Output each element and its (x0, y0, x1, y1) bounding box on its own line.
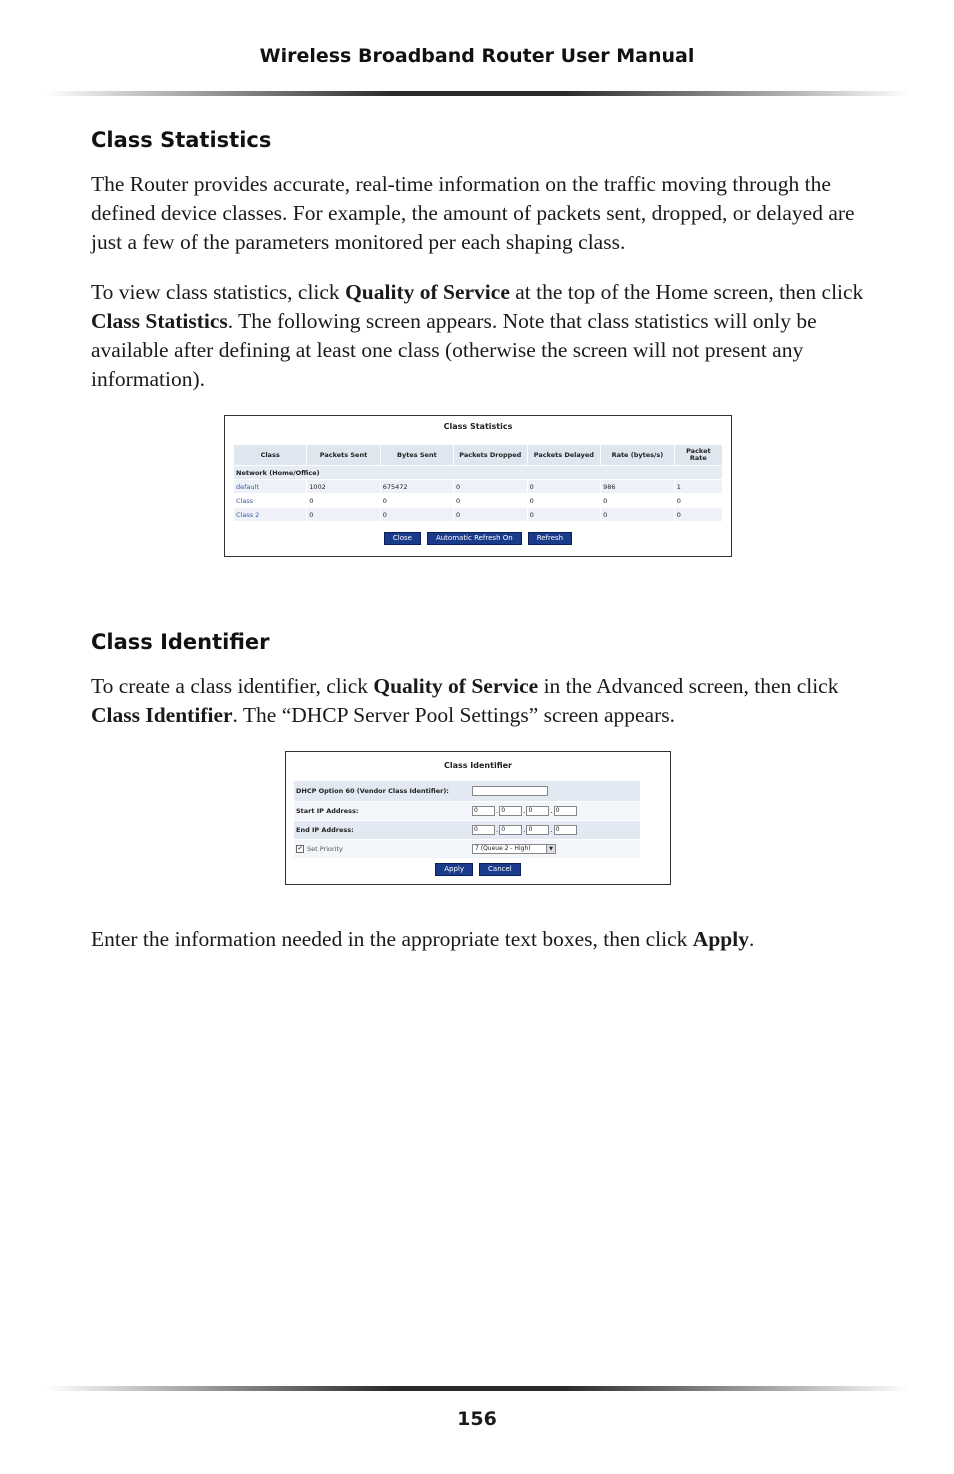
running-header: Wireless Broadband Router User Manual (259, 45, 695, 67)
table-cell: 0 (601, 494, 674, 507)
paragraph-create-instructions (91, 672, 866, 730)
form-row-end-ip (294, 821, 640, 840)
ip-separator: . (550, 807, 553, 815)
column-header: Packets Delayed (528, 445, 601, 465)
column-header: Packets Sent (307, 445, 379, 465)
form-row-dhcp (294, 781, 640, 802)
column-header: Class (234, 445, 306, 465)
class-identifier-form (294, 781, 640, 859)
text-run: . (748, 927, 755, 951)
class-link[interactable]: default (234, 480, 306, 493)
priority-label-cell (294, 843, 472, 855)
group-row (234, 466, 722, 479)
table-cell: 0 (454, 494, 527, 507)
table-header-row (234, 445, 722, 465)
screen-title: Class Identifier (443, 761, 512, 770)
group-label: Network (Home/Office) (234, 466, 722, 479)
table-cell: 1002 (307, 480, 379, 493)
bold-term-class-identifier: Class Identifier (91, 703, 233, 727)
form-row-start-ip (294, 802, 640, 821)
table-cell: 0 (454, 508, 527, 521)
form-control (472, 806, 640, 816)
button-bar (225, 532, 731, 545)
header-rule (45, 91, 910, 96)
ip-separator: . (550, 826, 553, 834)
table-cell: 0 (381, 494, 453, 507)
ip-separator: . (523, 826, 526, 834)
priority-select-value: 7 (Queue 2 - High) (475, 845, 531, 852)
text-run: at the top of the Home screen, then click (509, 280, 864, 304)
form-control (472, 825, 640, 835)
text-run: To view class statistics, click (91, 280, 346, 304)
refresh-button[interactable]: Refresh (528, 532, 572, 545)
paragraph-view-instructions (91, 278, 866, 394)
column-header: Packets Dropped (454, 445, 527, 465)
text-run: . The following screen appears. Note that class statistics will only be available after defining at least one class (otherwise the screen will not present any information). (91, 309, 817, 391)
form-row-priority (294, 840, 640, 859)
table-cell: 0 (601, 508, 674, 521)
bold-term-qos: Quality of Service (345, 280, 510, 304)
class-statistics-table (233, 444, 723, 522)
automatic-refresh-button[interactable]: Automatic Refresh On (427, 532, 522, 545)
table-cell: 0 (528, 508, 601, 521)
table-cell: 0 (675, 508, 722, 521)
end-ip-octet-4[interactable]: 0 (554, 825, 577, 835)
bold-term-class-statistics: Class Statistics (91, 309, 228, 333)
chevron-down-icon: ▼ (546, 845, 555, 853)
set-priority-label: Set Priority (307, 845, 343, 853)
end-ip-octet-1[interactable]: 0 (472, 825, 495, 835)
dhcp-option-label: DHCP Option 60 (Vendor Class Identifier): (296, 786, 449, 795)
table-cell: 0 (307, 508, 379, 521)
button-bar (286, 863, 670, 876)
ip-separator: . (496, 826, 499, 834)
column-header: Bytes Sent (381, 445, 453, 465)
table-cell: 1 (675, 480, 722, 493)
cancel-button[interactable]: Cancel (479, 863, 521, 876)
form-control (472, 844, 640, 854)
footer-rule (45, 1386, 910, 1391)
close-button[interactable]: Close (384, 532, 421, 545)
table-row (234, 494, 722, 507)
class-link[interactable]: Class (234, 494, 306, 507)
class-identifier-screenshot (285, 751, 671, 885)
table-cell: 0 (528, 480, 601, 493)
table-cell: 986 (601, 480, 674, 493)
column-header: Packet Rate (675, 445, 722, 465)
text-run: Enter the information needed in the appropriate text boxes, then click (91, 927, 693, 951)
set-priority-checkbox[interactable]: ✔ (297, 845, 303, 852)
column-header: Rate (bytes/s) (601, 445, 674, 465)
table-cell: 675472 (381, 480, 453, 493)
ip-separator: . (496, 807, 499, 815)
section-heading-class-statistics: Class Statistics (91, 128, 272, 152)
priority-select[interactable] (472, 844, 556, 854)
start-ip-octet-4[interactable]: 0 (554, 806, 577, 816)
screen-title: Class Statistics (443, 422, 513, 431)
ip-separator: . (523, 807, 526, 815)
start-ip-octet-3[interactable]: 0 (526, 806, 549, 816)
bold-term-apply: Apply (692, 927, 749, 951)
end-ip-octet-3[interactable]: 0 (526, 825, 549, 835)
apply-button[interactable]: Apply (435, 863, 473, 876)
table-cell: 0 (528, 494, 601, 507)
end-ip-label: End IP Address: (296, 825, 354, 834)
table-cell: 0 (675, 494, 722, 507)
bold-term-qos: Quality of Service (373, 674, 539, 698)
table-cell: 0 (307, 494, 379, 507)
table-cell: 0 (381, 508, 453, 521)
text-run: in the Advanced screen, then click (538, 674, 839, 698)
table-row (234, 508, 722, 521)
table-row (234, 480, 722, 493)
paragraph-intro: The Router provides accurate, real-time information on the traffic moving through the defined device classes. For example, the amount of packets sent, dropped, or delayed are just a few of the parameters monitored per each shaping class. (91, 172, 855, 254)
text-run: To create a class identifier, click (91, 674, 374, 698)
start-ip-octet-1[interactable]: 0 (472, 806, 495, 816)
class-statistics-screenshot (224, 415, 732, 557)
start-ip-octet-2[interactable]: 0 (499, 806, 522, 816)
page-number: 156 (457, 1408, 497, 1430)
text-run: . The “DHCP Server Pool Settings” screen appears. (232, 703, 675, 727)
table-cell: 0 (454, 480, 527, 493)
end-ip-octet-2[interactable]: 0 (499, 825, 522, 835)
section-heading-class-identifier: Class Identifier (91, 630, 270, 654)
start-ip-label: Start IP Address: (296, 806, 359, 815)
class-link[interactable]: Class 2 (234, 508, 306, 521)
form-control (472, 786, 640, 796)
paragraph-closing (91, 925, 866, 954)
vendor-class-input[interactable] (472, 786, 548, 796)
